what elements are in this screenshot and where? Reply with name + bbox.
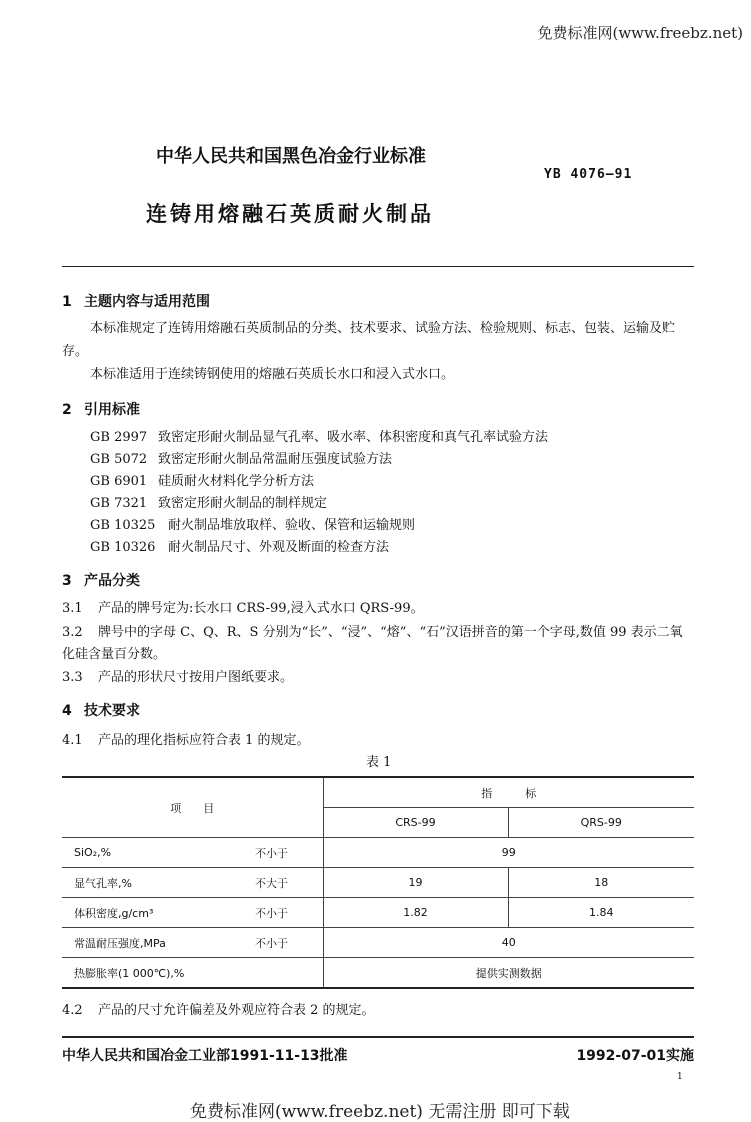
section-number: 1	[62, 294, 72, 310]
clause-text: 产品的形状尺寸按用户图纸要求。	[98, 670, 294, 685]
reference-title: 耐火制品尺寸、外观及断面的检查方法	[168, 540, 390, 555]
clause-number: 4.2	[62, 1003, 83, 1018]
section-1-paragraph-1-line-2: 存。	[62, 344, 89, 359]
clause-number: 3.3	[62, 670, 83, 685]
table-row	[62, 868, 694, 898]
table-header-index: 指 标	[323, 777, 694, 808]
row-value-merged: 99	[323, 838, 694, 868]
table-row	[62, 928, 694, 958]
reference-title: 致密定形耐火制品常温耐压强度试验方法	[158, 452, 393, 467]
reference-code: GB 10325	[90, 518, 156, 533]
reference-item	[90, 537, 389, 559]
reference-title: 耐火制品堆放取样、验收、保管和运输规则	[168, 518, 416, 533]
section-3-heading	[62, 570, 140, 590]
footer-divider	[62, 1036, 694, 1038]
reference-code: GB 6901	[90, 474, 148, 489]
watermark-bottom: 免费标准网(www.freebz.net) 无需注册 即可下载	[190, 1102, 570, 1122]
clause-3-1	[62, 598, 424, 620]
reference-title: 致密定形耐火制品显气孔率、吸水率、体积密度和真气孔率试验方法	[158, 430, 549, 445]
table-row	[62, 838, 694, 868]
reference-item	[90, 449, 392, 471]
row-value-qrs: 18	[508, 868, 694, 898]
table-header-qrs: QRS-99	[508, 808, 694, 838]
clause-text: 产品的理化指标应符合表 1 的规定。	[98, 733, 310, 748]
clause-number: 3.2	[62, 625, 83, 640]
reference-item	[90, 493, 327, 515]
table-1-caption: 表 1	[366, 755, 392, 770]
industry-standard-label: 中华人民共和国黑色冶金行业标准	[156, 146, 426, 167]
header-divider	[62, 266, 694, 267]
section-title: 产品分类	[84, 573, 140, 589]
section-number: 2	[62, 402, 72, 418]
approval-line: 中华人民共和国冶金工业部1991-11-13批准	[62, 1048, 348, 1064]
row-condition: 不小于	[255, 928, 323, 958]
row-value-merged: 提供实测数据	[323, 958, 694, 989]
table-header-item: 项 目	[62, 777, 323, 838]
clause-3-2-line-2: 化硅含量百分数。	[62, 647, 167, 662]
reference-code: GB 7321	[90, 496, 148, 511]
clause-text: 产品的牌号定为:长水口 CRS-99,浸入式水口 QRS-99。	[98, 601, 424, 616]
row-condition: 不大于	[255, 868, 323, 898]
reference-title: 硅质耐火材料化学分析方法	[158, 474, 315, 489]
implementation-date: 1992-07-01实施	[576, 1048, 694, 1064]
clause-text: 产品的尺寸允许偏差及外观应符合表 2 的规定。	[98, 1003, 375, 1018]
reference-code: GB 10326	[90, 540, 156, 555]
clause-text: 牌号中的字母 C、Q、R、S 分别为“长”、“浸”、“熔”、“石”汉语拼音的第一个字母,数值 99 表示二氧	[98, 625, 683, 640]
table-1	[62, 776, 694, 989]
watermark-top: 免费标准网(www.freebz.net)	[537, 24, 743, 42]
standard-number: YB 4076—91	[544, 167, 633, 182]
table-header-row	[62, 777, 694, 808]
row-property: SiO₂,%	[62, 838, 255, 868]
section-title: 引用标准	[84, 402, 140, 418]
row-value-crs: 19	[323, 868, 508, 898]
row-property: 体积密度,g/cm³	[62, 898, 255, 928]
section-number: 3	[62, 573, 72, 589]
row-condition: 不小于	[255, 838, 323, 868]
reference-item	[90, 427, 548, 449]
row-condition: 不小于	[255, 898, 323, 928]
page-number: 1	[677, 1072, 683, 1082]
clause-3-2-line-1	[62, 622, 683, 644]
reference-code: GB 5072	[90, 452, 148, 467]
reference-code: GB 2997	[90, 430, 148, 445]
row-value-crs: 1.82	[323, 898, 508, 928]
row-property: 热膨胀率(1 000℃),%	[62, 958, 255, 989]
row-value-qrs: 1.84	[508, 898, 694, 928]
section-1-heading	[62, 291, 210, 311]
table-row	[62, 958, 694, 989]
section-number: 4	[62, 703, 72, 719]
table-header-crs: CRS-99	[323, 808, 508, 838]
row-property: 显气孔率,%	[62, 868, 255, 898]
reference-item	[90, 515, 415, 537]
section-4-heading	[62, 700, 140, 720]
clause-4-2	[62, 1000, 375, 1022]
row-condition	[255, 958, 323, 989]
section-1-paragraph-1-line-1: 本标准规定了连铸用熔融石英质制品的分类、技术要求、试验方法、检验规则、标志、包装、运输及贮	[90, 321, 676, 336]
section-title: 主题内容与适用范围	[84, 294, 210, 310]
clause-4-1	[62, 730, 310, 752]
clause-3-3	[62, 667, 293, 689]
section-title: 技术要求	[84, 703, 140, 719]
reference-title: 致密定形耐火制品的制样规定	[158, 496, 328, 511]
clause-number: 4.1	[62, 733, 83, 748]
clause-number: 3.1	[62, 601, 83, 616]
section-1-paragraph-2: 本标准适用于连续铸钢使用的熔融石英质长水口和浸入式水口。	[90, 367, 455, 382]
row-property: 常温耐压强度,MPa	[62, 928, 255, 958]
document-title: 连铸用熔融石英质耐火制品	[146, 202, 434, 226]
section-2-heading	[62, 399, 140, 419]
reference-item	[90, 471, 314, 493]
row-value-merged: 40	[323, 928, 694, 958]
table-row	[62, 898, 694, 928]
